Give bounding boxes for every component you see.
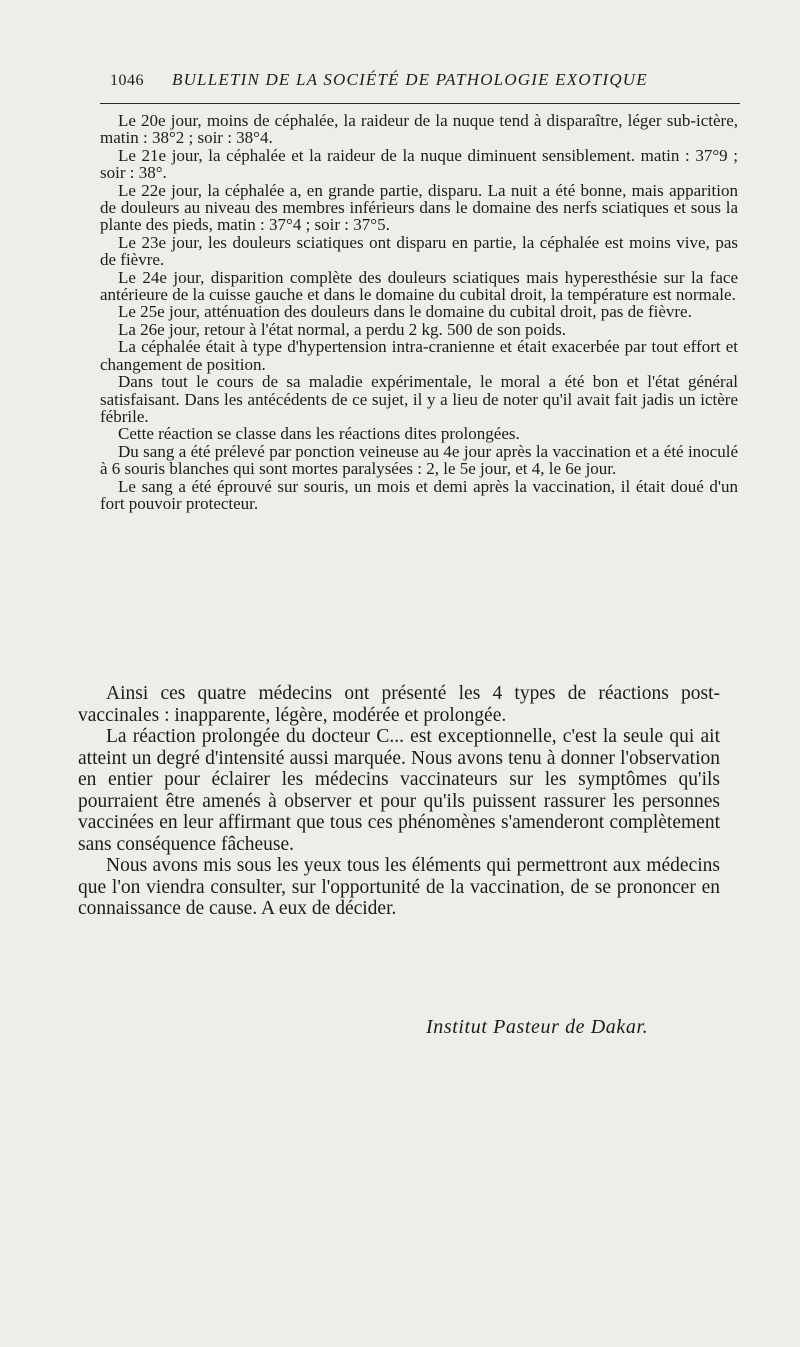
observation-paragraph: Le 20e jour, moins de céphalée, la raideur de la nuque tend à disparaître, léger sub-ictère, matin : 38°2 ; soir : 38°4. — [100, 111, 738, 148]
conclusion-section — [78, 683, 720, 920]
observation-paragraph: Le sang a été éprouvé sur souris, un mois et demi après la vaccination, il était doué d'un fort pouvoir protecteur. — [100, 476, 738, 513]
observation-section — [100, 112, 738, 512]
institution-signature: Institut Pasteur de Dakar. — [426, 1016, 649, 1038]
observation-paragraph: Du sang a été prélevé par ponction veineuse au 4e jour après la vaccination et a été inoculé à 6 souris blanches qui sont mortes paralysées : 2, le 5e jour, et 4, le 6e jour. — [100, 441, 738, 479]
observation-paragraph: Dans tout le cours de sa maladie expérimentale, le moral a été bon et l'état général satisfaisant. Dans les antécédents de ce sujet, il y a lieu de noter qu'il avait fait jadis un ictère fébrile. — [100, 372, 738, 426]
observation-paragraph: Le 25e jour, atténuation des douleurs dans le domaine du cubital droit, pas de fièvre. — [118, 302, 692, 322]
journal-title: BULLETIN DE LA SOCIÉTÉ DE PATHOLOGIE EXOTIQUE — [172, 70, 648, 89]
observation-paragraph: La céphalée était à type d'hypertension intra-cranienne et était exacerbée par tout effort et changement de position. — [100, 337, 738, 374]
observation-paragraph: Le 24e jour, disparition complète des douleurs sciatiques mais hyperesthésie sur la face antérieure de la cuisse gauche et dans le domaine du cubital droit, la température est normale. — [100, 267, 738, 305]
header-rule — [100, 103, 740, 104]
observation-paragraph: Cette réaction se classe dans les réactions dites prolongées. — [118, 424, 520, 444]
observation-paragraph: Le 22e jour, la céphalée a, en grande partie, disparu. La nuit a été bonne, mais apparition de douleurs au niveau des membres inférieurs dans le domaine des nerfs sciatiques et sous la plante des pieds, matin : 37°4 ; soir : 37°5. — [100, 180, 738, 235]
page-number: 1046 — [110, 72, 144, 89]
observation-paragraph: Le 23e jour, les douleurs sciatiques ont disparu en partie, la céphalée est moins vive, pas de fièvre. — [100, 232, 738, 270]
running-header — [110, 68, 750, 98]
conclusion-paragraph: Ainsi ces quatre médecins ont présenté les 4 types de réactions post-vaccinales : inapparente, légère, modérée et prolongée. — [78, 683, 720, 726]
conclusion-paragraph: Nous avons mis sous les yeux tous les éléments qui permettront aux médecins que l'on viendra consulter, sur l'opportunité de la vaccination, de se prononcer en connaissance de cause. A eux de décider. — [78, 855, 720, 919]
observation-paragraph: La 26e jour, retour à l'état normal, a perdu 2 kg. 500 de son poids. — [118, 319, 567, 339]
observation-paragraph: Le 21e jour, la céphalée et la raideur de la nuque diminuent sensiblement. matin : 37°9 ; soir : 38°. — [100, 145, 738, 183]
conclusion-paragraph: La réaction prolongée du docteur C... est exceptionnelle, c'est la seule qui ait atteint un degré d'intensité aussi marquée. Nous avons tenu à donner l'observation en entier pour éclairer les médecins vaccinateurs sur les symptômes qu'ils pourraient être amenés à observer et pour qu'ils puissent rassurer les personnes vaccinées en leur affirmant que tous ces phénomènes s'amenderont complètement sans conséquence fâcheuse. — [78, 726, 720, 855]
